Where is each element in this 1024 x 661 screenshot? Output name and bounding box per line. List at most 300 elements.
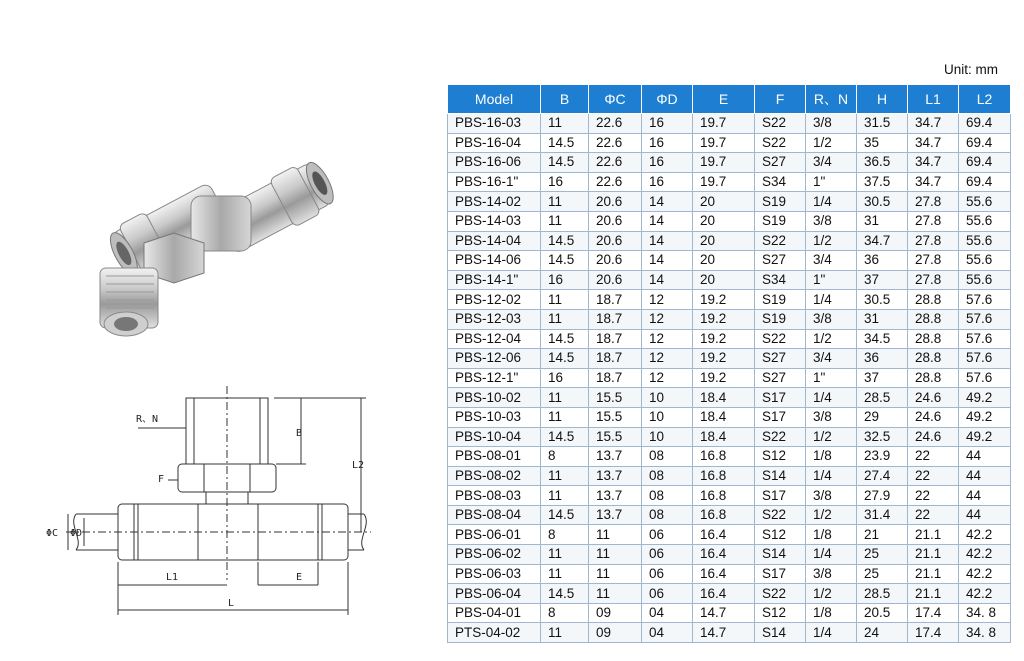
table-cell: 22.6 [589, 114, 642, 134]
column-header: Model [448, 85, 541, 114]
table-row [448, 427, 1011, 447]
table-cell: 24.6 [908, 427, 959, 447]
table-cell: 04 [642, 623, 693, 643]
table-cell: 1" [806, 270, 857, 290]
table-cell: 27.8 [908, 211, 959, 231]
table-cell: 16.8 [693, 505, 755, 525]
table-cell: S19 [755, 290, 806, 310]
table-row [448, 211, 1011, 231]
label-b: B [296, 428, 303, 439]
table-cell: 34. 8 [959, 603, 1011, 623]
table-cell: 34.7 [908, 153, 959, 173]
table-cell: 57.6 [959, 329, 1011, 349]
table-cell: 16.4 [693, 545, 755, 565]
table-cell: PBS-14-02 [448, 192, 541, 212]
table-cell: 1" [806, 368, 857, 388]
table-cell: 11 [541, 290, 589, 310]
table-cell: 16.4 [693, 584, 755, 604]
table-cell: S14 [755, 623, 806, 643]
table-cell: 15.5 [589, 388, 642, 408]
table-cell: 22 [908, 505, 959, 525]
table-cell: 1/4 [806, 192, 857, 212]
table-cell: PBS-12-1" [448, 368, 541, 388]
label-rn: R、N [136, 414, 159, 425]
table-cell: 19.7 [693, 133, 755, 153]
table-cell: 35 [857, 133, 908, 153]
table-cell: 1/4 [806, 388, 857, 408]
table-cell: 18.7 [589, 290, 642, 310]
table-cell: 34.7 [857, 231, 908, 251]
table-cell: PBS-06-03 [448, 564, 541, 584]
table-cell: 20.6 [589, 251, 642, 271]
table-cell: 31 [857, 309, 908, 329]
table-cell: 19.2 [693, 329, 755, 349]
table-cell: 24.6 [908, 407, 959, 427]
table-cell: 20.6 [589, 192, 642, 212]
table-cell: PBS-06-02 [448, 545, 541, 565]
table-row [448, 133, 1011, 153]
table-cell: 19.2 [693, 368, 755, 388]
table-cell: 18.7 [589, 368, 642, 388]
table-cell: 08 [642, 447, 693, 467]
table-cell: 31.5 [857, 114, 908, 134]
table-cell: S17 [755, 388, 806, 408]
table-cell: 1/2 [806, 231, 857, 251]
table-cell: 11 [589, 545, 642, 565]
table-cell: 18.7 [589, 329, 642, 349]
table-cell: PBS-16-04 [448, 133, 541, 153]
table-cell: PBS-12-02 [448, 290, 541, 310]
table-cell: 16 [642, 133, 693, 153]
table-cell: 37 [857, 270, 908, 290]
table-cell: 22.6 [589, 153, 642, 173]
table-cell: 20 [693, 270, 755, 290]
table-row [448, 270, 1011, 290]
table-cell: 27.9 [857, 486, 908, 506]
table-cell: 36 [857, 251, 908, 271]
table-cell: 16 [541, 270, 589, 290]
table-cell: S22 [755, 427, 806, 447]
table-cell: 30.5 [857, 192, 908, 212]
table-cell: S14 [755, 545, 806, 565]
table-cell: 14.5 [541, 505, 589, 525]
table-row [448, 545, 1011, 565]
table-cell: 49.2 [959, 427, 1011, 447]
table-cell: 3/8 [806, 211, 857, 231]
table-cell: 19.7 [693, 114, 755, 134]
label-e: E [296, 572, 303, 583]
table-cell: 14.5 [541, 349, 589, 369]
table-cell: PBS-10-04 [448, 427, 541, 447]
table-row [448, 623, 1011, 643]
table-cell: 11 [541, 466, 589, 486]
table-cell: 3/4 [806, 349, 857, 369]
table-cell: 11 [541, 114, 589, 134]
table-cell: 13.7 [589, 486, 642, 506]
table-cell: 19.7 [693, 172, 755, 192]
table-cell: PBS-12-04 [448, 329, 541, 349]
table-row [448, 251, 1011, 271]
table-row [448, 407, 1011, 427]
table-cell: 3/8 [806, 564, 857, 584]
table-cell: 11 [589, 564, 642, 584]
table-cell: S19 [755, 309, 806, 329]
table-cell: 44 [959, 486, 1011, 506]
table-cell: 16.4 [693, 525, 755, 545]
table-cell: 20 [693, 211, 755, 231]
table-cell: 21.1 [908, 545, 959, 565]
table-cell: 11 [541, 309, 589, 329]
table-cell: 27.8 [908, 270, 959, 290]
table-cell: 12 [642, 349, 693, 369]
column-header: R、N [806, 85, 857, 114]
column-header: B [541, 85, 589, 114]
table-cell: 28.8 [908, 290, 959, 310]
table-row [448, 329, 1011, 349]
table-cell: S34 [755, 270, 806, 290]
table-cell: 23.9 [857, 447, 908, 467]
table-cell: 12 [642, 309, 693, 329]
table-cell: 1" [806, 172, 857, 192]
table-cell: 28.8 [908, 329, 959, 349]
table-cell: 1/2 [806, 329, 857, 349]
table-cell: 3/4 [806, 251, 857, 271]
table-cell: 30.5 [857, 290, 908, 310]
table-cell: 1/4 [806, 466, 857, 486]
table-cell: 24.6 [908, 388, 959, 408]
table-cell: PBS-14-1" [448, 270, 541, 290]
table-cell: 14.5 [541, 133, 589, 153]
table-cell: 08 [642, 486, 693, 506]
label-phid: ΦD [70, 528, 83, 539]
table-cell: PBS-08-02 [448, 466, 541, 486]
table-cell: 19.2 [693, 309, 755, 329]
table-cell: 14.5 [541, 231, 589, 251]
table-cell: 06 [642, 525, 693, 545]
table-cell: 8 [541, 603, 589, 623]
table-cell: 11 [541, 545, 589, 565]
table-cell: 14.5 [541, 584, 589, 604]
column-header: L2 [959, 85, 1011, 114]
table-cell: 25 [857, 545, 908, 565]
table-cell: 21.1 [908, 564, 959, 584]
spec-table [447, 84, 1011, 643]
table-cell: PBS-10-02 [448, 388, 541, 408]
table-cell: S22 [755, 231, 806, 251]
table-cell: 08 [642, 505, 693, 525]
table-cell: 21.1 [908, 525, 959, 545]
table-cell: 14 [642, 211, 693, 231]
table-cell: 69.4 [959, 172, 1011, 192]
table-cell: 34.7 [908, 133, 959, 153]
column-header: E [693, 85, 755, 114]
table-cell: 11 [541, 388, 589, 408]
table-row [448, 388, 1011, 408]
table-row [448, 231, 1011, 251]
table-row [448, 192, 1011, 212]
table-cell: PBS-08-01 [448, 447, 541, 467]
table-cell: 31 [857, 211, 908, 231]
table-cell: 21.1 [908, 584, 959, 604]
label-f: F [158, 474, 165, 485]
table-cell: 12 [642, 329, 693, 349]
table-cell: 06 [642, 564, 693, 584]
table-cell: 44 [959, 447, 1011, 467]
table-cell: 20 [693, 192, 755, 212]
table-cell: 1/4 [806, 545, 857, 565]
table-cell: 10 [642, 407, 693, 427]
table-cell: PBS-06-04 [448, 584, 541, 604]
table-cell: 42.2 [959, 584, 1011, 604]
table-cell: 09 [589, 623, 642, 643]
table-cell: 14 [642, 192, 693, 212]
table-row [448, 466, 1011, 486]
table-cell: 69.4 [959, 133, 1011, 153]
table-cell: 3/8 [806, 114, 857, 134]
table-cell: PBS-16-1" [448, 172, 541, 192]
table-cell: 13.7 [589, 505, 642, 525]
table-cell: 28.8 [908, 309, 959, 329]
table-cell: 1/4 [806, 623, 857, 643]
table-cell: S27 [755, 251, 806, 271]
table-cell: 28.8 [908, 368, 959, 388]
table-cell: 16.4 [693, 564, 755, 584]
table-row [448, 584, 1011, 604]
label-l1: L1 [166, 572, 179, 583]
table-cell: 18.7 [589, 349, 642, 369]
table-row [448, 564, 1011, 584]
table-cell: 27.4 [857, 466, 908, 486]
table-cell: 34.7 [908, 172, 959, 192]
table-cell: 28.5 [857, 584, 908, 604]
table-row [448, 603, 1011, 623]
table-cell: 11 [541, 623, 589, 643]
table-cell: 16.8 [693, 447, 755, 467]
table-row [448, 153, 1011, 173]
table-row [448, 525, 1011, 545]
table-cell: 34.5 [857, 329, 908, 349]
table-cell: 57.6 [959, 349, 1011, 369]
table-cell: PBS-14-06 [448, 251, 541, 271]
table-cell: 42.2 [959, 525, 1011, 545]
table-cell: 19.7 [693, 153, 755, 173]
table-cell: 16 [541, 368, 589, 388]
table-cell: 18.4 [693, 388, 755, 408]
table-cell: 27.8 [908, 251, 959, 271]
table-cell: 55.6 [959, 251, 1011, 271]
table-cell: 11 [589, 525, 642, 545]
table-cell: 09 [589, 603, 642, 623]
table-cell: 24 [857, 623, 908, 643]
table-cell: S22 [755, 329, 806, 349]
table-cell: PBS-12-03 [448, 309, 541, 329]
table-cell: 69.4 [959, 153, 1011, 173]
unit-label: Unit: mm [944, 62, 998, 77]
table-cell: S34 [755, 172, 806, 192]
table-cell: 1/4 [806, 290, 857, 310]
table-cell: S27 [755, 368, 806, 388]
table-cell: 57.6 [959, 309, 1011, 329]
table-cell: PBS-06-01 [448, 525, 541, 545]
table-cell: PBS-12-06 [448, 349, 541, 369]
table-cell: 11 [589, 584, 642, 604]
table-cell: 44 [959, 466, 1011, 486]
table-cell: 8 [541, 447, 589, 467]
table-cell: 28.8 [908, 349, 959, 369]
table-cell: 1/2 [806, 133, 857, 153]
table-cell: 18.4 [693, 407, 755, 427]
table-cell: S17 [755, 407, 806, 427]
table-cell: 12 [642, 368, 693, 388]
label-phic: ΦC [46, 528, 59, 539]
table-cell: PBS-14-04 [448, 231, 541, 251]
table-cell: S12 [755, 603, 806, 623]
table-cell: 22.6 [589, 133, 642, 153]
table-cell: S22 [755, 505, 806, 525]
table-cell: 16.8 [693, 486, 755, 506]
table-cell: S14 [755, 466, 806, 486]
table-cell: 21 [857, 525, 908, 545]
table-cell: S17 [755, 564, 806, 584]
label-l2: L2 [352, 460, 365, 471]
table-cell: PBS-08-03 [448, 486, 541, 506]
table-cell: 14 [642, 270, 693, 290]
table-row [448, 309, 1011, 329]
table-cell: 13.7 [589, 447, 642, 467]
table-cell: 37 [857, 368, 908, 388]
table-row [448, 290, 1011, 310]
table-cell: PBS-16-06 [448, 153, 541, 173]
table-cell: 11 [541, 486, 589, 506]
table-cell: 55.6 [959, 270, 1011, 290]
table-cell: PBS-08-04 [448, 505, 541, 525]
table-cell: 1/8 [806, 447, 857, 467]
table-cell: 14.5 [541, 251, 589, 271]
table-cell: 32.5 [857, 427, 908, 447]
table-cell: 14.5 [541, 153, 589, 173]
table-cell: 14 [642, 251, 693, 271]
table-cell: 11 [541, 407, 589, 427]
table-cell: 69.4 [959, 114, 1011, 134]
table-row [448, 505, 1011, 525]
product-photo [96, 108, 346, 348]
table-cell: 34.7 [908, 114, 959, 134]
table-row [448, 114, 1011, 134]
table-cell: 44 [959, 505, 1011, 525]
table-cell: 20.6 [589, 231, 642, 251]
table-cell: 42.2 [959, 564, 1011, 584]
table-cell: 8 [541, 525, 589, 545]
table-cell: 11 [541, 192, 589, 212]
table-cell: S22 [755, 133, 806, 153]
table-cell: 57.6 [959, 290, 1011, 310]
table-cell: PBS-16-03 [448, 114, 541, 134]
table-cell: 1/2 [806, 427, 857, 447]
table-cell: 18.4 [693, 427, 755, 447]
table-cell: 31.4 [857, 505, 908, 525]
table-cell: 17.4 [908, 603, 959, 623]
table-cell: 14.7 [693, 603, 755, 623]
table-row [448, 486, 1011, 506]
table-cell: 3/8 [806, 309, 857, 329]
table-row [448, 447, 1011, 467]
table-cell: 04 [642, 603, 693, 623]
table-cell: 18.7 [589, 309, 642, 329]
table-cell: 12 [642, 290, 693, 310]
table-row [448, 368, 1011, 388]
table-cell: PBS-14-03 [448, 211, 541, 231]
table-cell: 42.2 [959, 545, 1011, 565]
table-cell: 20.5 [857, 603, 908, 623]
table-cell: 06 [642, 584, 693, 604]
table-cell: 19.2 [693, 349, 755, 369]
table-cell: 10 [642, 388, 693, 408]
table-cell: 29 [857, 407, 908, 427]
table-cell: 17.4 [908, 623, 959, 643]
label-l: L [228, 598, 235, 609]
technical-drawing [46, 380, 376, 625]
table-cell: 16 [642, 114, 693, 134]
table-cell: S19 [755, 211, 806, 231]
table-cell: 34. 8 [959, 623, 1011, 643]
table-cell: 19.2 [693, 290, 755, 310]
table-cell: 55.6 [959, 231, 1011, 251]
table-cell: 13.7 [589, 466, 642, 486]
table-cell: 11 [541, 564, 589, 584]
table-cell: S22 [755, 584, 806, 604]
table-cell: S12 [755, 447, 806, 467]
table-cell: 57.6 [959, 368, 1011, 388]
column-header: ΦC [589, 85, 642, 114]
table-cell: 22 [908, 486, 959, 506]
table-cell: 20.6 [589, 211, 642, 231]
table-row [448, 172, 1011, 192]
table-cell: 27.8 [908, 231, 959, 251]
table-cell: 10 [642, 427, 693, 447]
table-cell: 16 [642, 153, 693, 173]
table-cell: 1/2 [806, 584, 857, 604]
table-cell: 15.5 [589, 407, 642, 427]
table-cell: 3/8 [806, 486, 857, 506]
table-cell: 55.6 [959, 211, 1011, 231]
table-cell: 16 [642, 172, 693, 192]
table-cell: 25 [857, 564, 908, 584]
table-cell: 16.8 [693, 466, 755, 486]
table-cell: S19 [755, 192, 806, 212]
table-cell: S22 [755, 114, 806, 134]
table-cell: 16 [541, 172, 589, 192]
table-cell: S27 [755, 349, 806, 369]
table-cell: 3/4 [806, 153, 857, 173]
column-header: L1 [908, 85, 959, 114]
table-cell: 1/2 [806, 505, 857, 525]
table-cell: 27.8 [908, 192, 959, 212]
table-cell: 1/8 [806, 603, 857, 623]
table-cell: 1/8 [806, 525, 857, 545]
table-cell: 20.6 [589, 270, 642, 290]
table-cell: PBS-04-01 [448, 603, 541, 623]
table-cell: 06 [642, 545, 693, 565]
table-cell: 20 [693, 231, 755, 251]
table-cell: S12 [755, 525, 806, 545]
table-cell: 49.2 [959, 407, 1011, 427]
table-cell: 22 [908, 447, 959, 467]
table-cell: 37.5 [857, 172, 908, 192]
table-cell: 36 [857, 349, 908, 369]
table-row [448, 349, 1011, 369]
table-cell: 15.5 [589, 427, 642, 447]
table-cell: 22.6 [589, 172, 642, 192]
